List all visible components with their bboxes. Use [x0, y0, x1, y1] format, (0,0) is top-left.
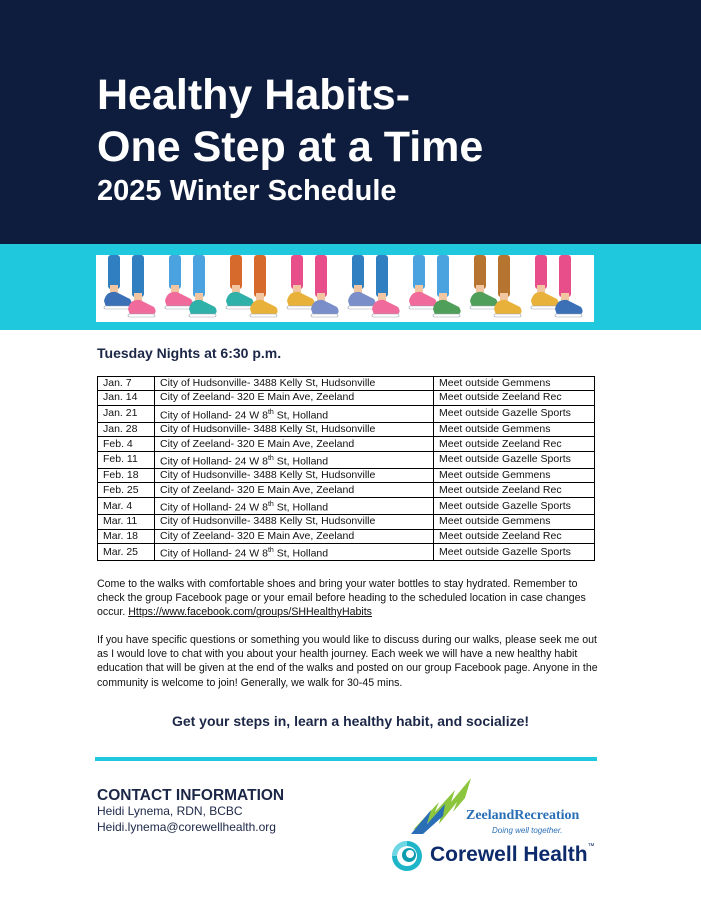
ordinal-suffix: th [267, 546, 274, 554]
location-cell [155, 377, 434, 391]
table-row [98, 391, 595, 405]
location-cell [155, 423, 434, 437]
location-text-end: St, Holland [273, 409, 329, 422]
location-cell [155, 497, 434, 515]
sole-shape [104, 306, 131, 309]
leg-shape [474, 255, 486, 289]
questions-paragraph: If you have specific questions or something you would like to discuss during our walks, please seek me out as I would love to chat with you about your health journey. Each week we will have a new healthy habit education that will be given at the end of the walks and posted on our group Facebook page. Anyone in the community is welcome to join! Generally, we walk for 30-45 mins. [97, 634, 598, 689]
sole-shape [226, 306, 253, 309]
walk-instructions-paragraph [97, 577, 607, 620]
ankle-shape [500, 293, 508, 301]
sneaker-shape [287, 292, 315, 307]
date-cell: Jan. 14 [98, 391, 155, 405]
meeting-point-cell: Meet outside Zeeland Rec [434, 437, 595, 451]
sneaker-shape [494, 300, 522, 315]
ankle-shape [232, 285, 240, 293]
sneaker-shape [250, 300, 278, 315]
leg-shape [498, 255, 510, 297]
sole-shape [531, 306, 558, 309]
ankle-shape [415, 285, 423, 293]
ankle-shape [171, 285, 179, 293]
ankle-shape [110, 285, 118, 293]
location-text: City of Zeeland- 320 E Main Ave, Zeeland [160, 391, 355, 404]
header-banner [0, 0, 701, 244]
leg-shape [559, 255, 571, 297]
ankle-shape [476, 285, 484, 293]
ankle-shape [354, 285, 362, 293]
date-cell: Mar. 25 [98, 543, 155, 561]
meeting-point-cell: Meet outside Zeeland Rec [434, 529, 595, 543]
zeeland-recreation-name: ZeelandRecreation [466, 808, 580, 823]
meeting-point-cell: Meet outside Zeeland Rec [434, 483, 595, 497]
ordinal-suffix: th [267, 500, 274, 508]
ankle-shape [195, 293, 203, 301]
location-cell [155, 515, 434, 529]
location-text: City of Holland- 24 W 8 [160, 547, 268, 560]
sneaker-shape [348, 292, 376, 307]
table-row [98, 451, 595, 469]
schedule-table [97, 376, 595, 561]
corewell-swirl-icon [390, 839, 424, 873]
leg-shape [352, 255, 364, 289]
ankle-shape [537, 285, 545, 293]
leg-shape [437, 255, 449, 297]
table-row [98, 377, 595, 391]
leg-shape [193, 255, 205, 297]
date-cell: Jan. 7 [98, 377, 155, 391]
location-text-end: St, Holland [273, 501, 329, 514]
location-cell [155, 437, 434, 451]
leg-shape [169, 255, 181, 289]
leg-shape [376, 255, 388, 297]
sneaker-shape [311, 300, 339, 315]
leg-shape [413, 255, 425, 289]
corewell-health-name [430, 843, 595, 867]
walking-feet-icon [96, 255, 594, 322]
table-row [98, 405, 595, 423]
table-row [98, 483, 595, 497]
ankle-shape [439, 293, 447, 301]
leg-shape [254, 255, 266, 297]
contact-email[interactable]: Heidi.lynema@corewellhealth.org [97, 820, 276, 834]
page-title-line-1: Healthy Habits- [97, 71, 411, 119]
date-cell: Feb. 11 [98, 451, 155, 469]
ankle-shape [317, 293, 325, 301]
date-cell: Feb. 18 [98, 469, 155, 483]
location-cell [155, 483, 434, 497]
leg-shape [315, 255, 327, 297]
ankle-shape [293, 285, 301, 293]
sneaker-shape [555, 300, 583, 315]
table-row [98, 529, 595, 543]
location-text-end: St, Holland [273, 547, 329, 560]
location-text: City of Hudsonville- 3488 Kelly St, Hudsonville [160, 515, 376, 528]
sole-shape [250, 314, 277, 317]
sneaker-shape [226, 292, 254, 307]
meeting-point-cell: Meet outside Gazelle Sports [434, 451, 595, 469]
ankle-shape [378, 293, 386, 301]
location-text: City of Holland- 24 W 8 [160, 501, 268, 514]
date-cell: Jan. 21 [98, 405, 155, 423]
tagline: Get your steps in, learn a healthy habit, and socialize! [171, 713, 530, 729]
meeting-point-cell: Meet outside Gazelle Sports [434, 405, 595, 423]
leg-shape [291, 255, 303, 289]
location-text: City of Zeeland- 320 E Main Ave, Zeeland [160, 437, 355, 450]
location-text: City of Holland- 24 W 8 [160, 455, 268, 468]
meeting-point-cell: Meet outside Gemmens [434, 515, 595, 529]
meeting-point-cell: Meet outside Gemmens [434, 377, 595, 391]
meeting-point-cell: Meet outside Gazelle Sports [434, 543, 595, 561]
meeting-point-cell: Meet outside Gazelle Sports [434, 497, 595, 515]
sneaker-shape [531, 292, 559, 307]
table-row [98, 469, 595, 483]
table-row [98, 497, 595, 515]
location-text: City of Zeeland- 320 E Main Ave, Zeeland [160, 483, 355, 496]
facebook-group-link[interactable]: Https://www.facebook.com/groups/SHHealthyHabits [128, 606, 372, 619]
date-cell: Mar. 18 [98, 529, 155, 543]
contact-heading: CONTACT INFORMATION [97, 787, 285, 804]
date-cell: Feb. 25 [98, 483, 155, 497]
sole-shape [470, 306, 497, 309]
page-subtitle: 2025 Winter Schedule [97, 175, 397, 207]
location-text-end: St, Holland [273, 455, 329, 468]
sole-shape [128, 314, 155, 317]
location-cell [155, 543, 434, 561]
trademark-symbol: ™ [587, 843, 595, 850]
sole-shape [372, 314, 399, 317]
page-title-line-2: One Step at a Time [97, 123, 484, 171]
sneaker-shape [372, 300, 400, 315]
meeting-point-cell: Meet outside Gemmens [434, 423, 595, 437]
leg-shape [132, 255, 144, 297]
location-cell [155, 451, 434, 469]
ankle-shape [256, 293, 264, 301]
date-cell: Mar. 11 [98, 515, 155, 529]
sole-shape [555, 314, 582, 317]
sole-shape [348, 306, 375, 309]
location-text: City of Hudsonville- 3488 Kelly St, Hudsonville [160, 423, 376, 436]
location-cell [155, 469, 434, 483]
walk-instructions-text: Come to the walks with comfortable shoes and bring your water bottles to stay hydrated. Remember to check the group Facebook page or your email before heading to the scheduled location in case changes occur. [97, 578, 586, 619]
meeting-point-cell: Meet outside Gemmens [434, 469, 595, 483]
leg-shape [535, 255, 547, 289]
divider [95, 757, 597, 761]
ordinal-suffix: th [267, 454, 274, 462]
sneaker-shape [409, 292, 437, 307]
sole-shape [311, 314, 338, 317]
table-row [98, 437, 595, 451]
table-row [98, 515, 595, 529]
date-cell: Feb. 4 [98, 437, 155, 451]
walking-feet-illustration [96, 255, 594, 322]
ankle-shape [134, 293, 142, 301]
contact-name: Heidi Lynema, RDN, BCBC [97, 804, 243, 818]
location-text: City of Zeeland- 320 E Main Ave, Zeeland [160, 529, 355, 542]
date-cell: Jan. 28 [98, 423, 155, 437]
location-text: City of Hudsonville- 3488 Kelly St, Hudsonville [160, 469, 376, 482]
sneaker-shape [128, 300, 156, 315]
sole-shape [189, 314, 216, 317]
sneaker-shape [433, 300, 461, 315]
location-text: City of Holland- 24 W 8 [160, 409, 268, 422]
ankle-shape [561, 293, 569, 301]
table-row [98, 423, 595, 437]
date-cell: Mar. 4 [98, 497, 155, 515]
zeeland-recreation-tagline: Doing well together. [492, 826, 563, 835]
location-text: City of Hudsonville- 3488 Kelly St, Hudsonville [160, 377, 376, 390]
meeting-point-cell: Meet outside Zeeland Rec [434, 391, 595, 405]
sneaker-shape [189, 300, 217, 315]
sneaker-shape [470, 292, 498, 307]
sole-shape [409, 306, 436, 309]
sneaker-shape [104, 292, 132, 307]
ordinal-suffix: th [267, 408, 274, 416]
location-cell [155, 391, 434, 405]
leg-shape [108, 255, 120, 289]
location-cell [155, 529, 434, 543]
sole-shape [165, 306, 192, 309]
corewell-health-label: Corewell Health [430, 843, 588, 866]
location-cell [155, 405, 434, 423]
table-row [98, 543, 595, 561]
leg-shape [230, 255, 242, 289]
sole-shape [494, 314, 521, 317]
schedule-heading: Tuesday Nights at 6:30 p.m. [97, 345, 282, 361]
sneaker-shape [165, 292, 193, 307]
sole-shape [433, 314, 460, 317]
sole-shape [287, 306, 314, 309]
